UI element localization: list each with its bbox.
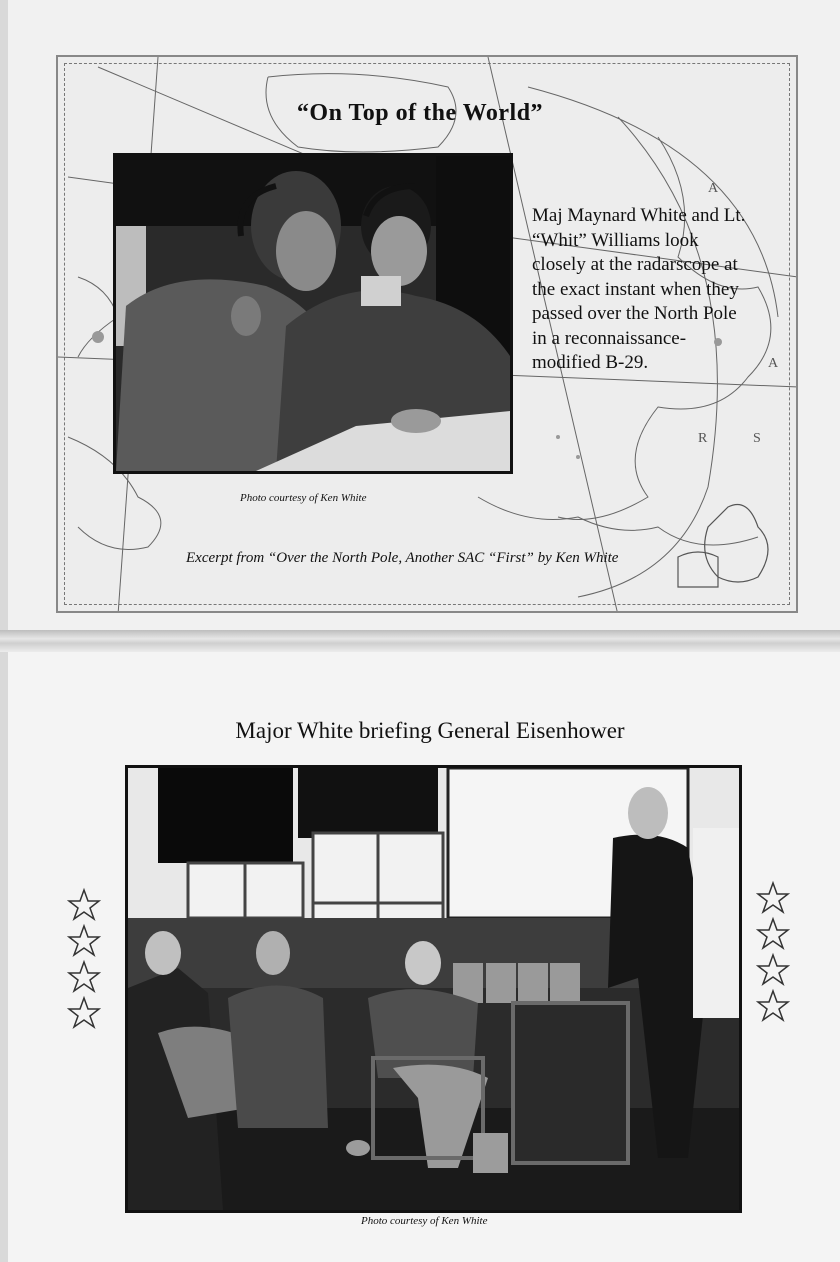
briefing-title: Major White briefing General Eisenhower (235, 718, 625, 743)
star-outline-icon (67, 995, 101, 1031)
star-outline-icon (756, 988, 790, 1024)
map-title: “On Top of the World” (296, 100, 544, 126)
excerpt-citation: Excerpt from “Over the North Pole, Another SAC “First” by Ken White (186, 550, 619, 566)
svg-text:A: A (768, 356, 779, 371)
photo-credit-bottom: Photo courtesy of Ken White (361, 1215, 488, 1227)
briefing-photo (125, 765, 742, 1213)
radarscope-photo-caption: Maj Maynard White and Lt. “Whit” Williams look closely at the radarscope at the exact instant when they passed over the North Pole in a reconnaissance-modified B-29. (532, 205, 746, 373)
stars-column-left (67, 887, 101, 1031)
star-outline-icon (67, 959, 101, 995)
star-outline-icon (67, 923, 101, 959)
star-outline-icon (756, 952, 790, 988)
photo-credit-top: Photo courtesy of Ken White (240, 492, 367, 504)
star-outline-icon (67, 887, 101, 923)
star-outline-icon (756, 880, 790, 916)
page-fold (0, 630, 840, 652)
svg-text:R: R (698, 431, 708, 446)
radarscope-photo (113, 153, 513, 474)
stars-column-right (756, 880, 790, 1024)
svg-text:A: A (708, 181, 719, 196)
star-outline-icon (756, 916, 790, 952)
svg-text:S: S (753, 431, 761, 446)
